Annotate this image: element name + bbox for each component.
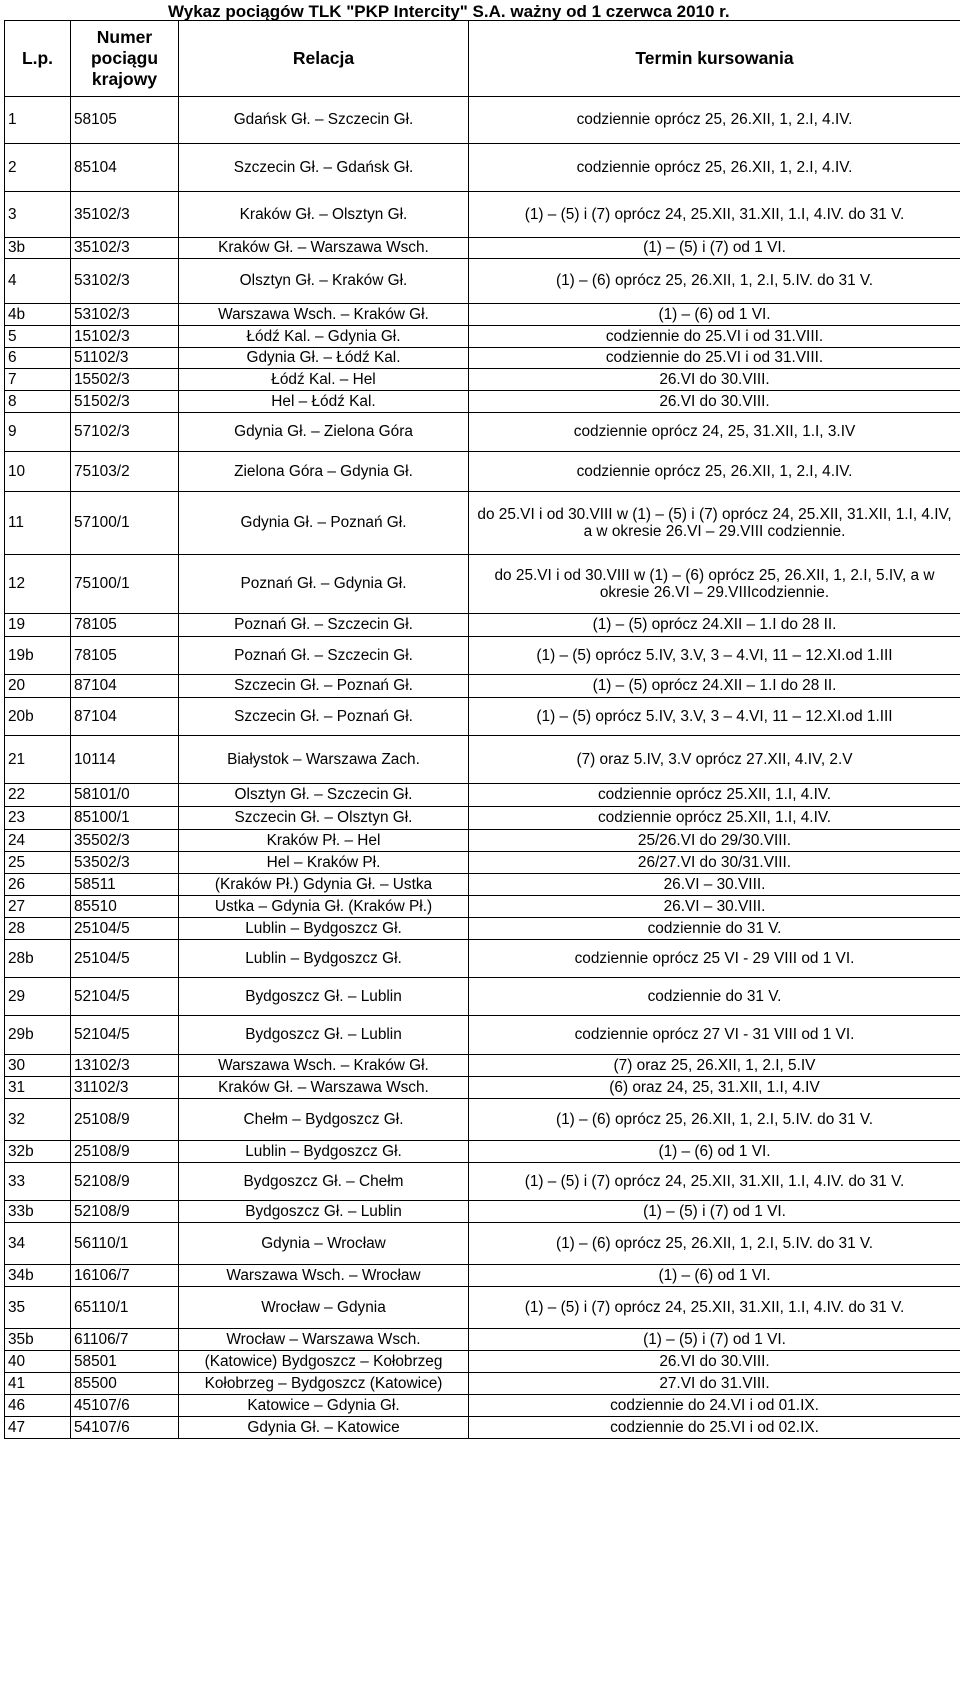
header-lp: L.p. xyxy=(5,21,71,97)
row-lp: 3b xyxy=(5,238,71,259)
row-route: Bydgoszcz Gł. – Lublin xyxy=(179,1016,469,1055)
row-schedule: codziennie oprócz 25, 26.XII, 1, 2.I, 4.IV. xyxy=(469,97,960,144)
row-route: Białystok – Warszawa Zach. xyxy=(179,736,469,784)
row-route: Hel – Łódź Kal. xyxy=(179,391,469,413)
row-lp: 1 xyxy=(5,97,71,144)
table-row xyxy=(5,1016,960,1055)
row-schedule: (1) – (5) i (7) od 1 VI. xyxy=(469,1201,960,1223)
row-lp: 40 xyxy=(5,1351,71,1373)
row-route: Wrocław – Gdynia xyxy=(179,1287,469,1329)
row-train-number: 35102/3 xyxy=(71,238,179,259)
row-lp: 3 xyxy=(5,192,71,238)
row-route: Ustka – Gdynia Gł. (Kraków Pł.) xyxy=(179,896,469,918)
table-row xyxy=(5,1417,960,1439)
row-route: Szczecin Gł. – Poznań Gł. xyxy=(179,698,469,736)
row-schedule: (1) – (6) od 1 VI. xyxy=(469,1265,960,1287)
row-route: Szczecin Gł. – Poznań Gł. xyxy=(179,675,469,698)
row-schedule: (1) – (5) i (7) od 1 VI. xyxy=(469,238,960,259)
table-row xyxy=(5,874,960,896)
table-row xyxy=(5,348,960,369)
row-train-number: 54107/6 xyxy=(71,1417,179,1439)
row-lp: 29b xyxy=(5,1016,71,1055)
row-lp: 4b xyxy=(5,304,71,326)
row-route: Katowice – Gdynia Gł. xyxy=(179,1395,469,1417)
table-row xyxy=(5,1099,960,1141)
row-lp: 7 xyxy=(5,369,71,391)
row-route: Gdynia Gł. – Poznań Gł. xyxy=(179,492,469,555)
table-row xyxy=(5,259,960,304)
table-row xyxy=(5,1223,960,1265)
row-route: Bydgoszcz Gł. – Lublin xyxy=(179,1201,469,1223)
row-lp: 8 xyxy=(5,391,71,413)
row-schedule: 25/26.VI do 29/30.VIII. xyxy=(469,830,960,852)
row-route: Zielona Góra – Gdynia Gł. xyxy=(179,452,469,492)
row-lp: 6 xyxy=(5,348,71,369)
row-schedule: (6) oraz 24, 25, 31.XII, 1.I, 4.IV xyxy=(469,1077,960,1099)
row-route: Lublin – Bydgoszcz Gł. xyxy=(179,940,469,978)
table-row xyxy=(5,637,960,675)
row-schedule: (1) – (5) oprócz 5.IV, 3.V, 3 – 4.VI, 11 – 12.XI.od 1.III xyxy=(469,698,960,736)
row-train-number: 51502/3 xyxy=(71,391,179,413)
row-train-number: 15102/3 xyxy=(71,326,179,348)
row-schedule: codziennie oprócz 25, 26.XII, 1, 2.I, 4.IV. xyxy=(469,144,960,192)
row-route: Gdynia Gł. – Zielona Góra xyxy=(179,413,469,452)
row-lp: 24 xyxy=(5,830,71,852)
row-lp: 29 xyxy=(5,978,71,1016)
table-row xyxy=(5,97,960,144)
row-route: Wrocław – Warszawa Wsch. xyxy=(179,1329,469,1351)
row-train-number: 87104 xyxy=(71,675,179,698)
row-train-number: 85500 xyxy=(71,1373,179,1395)
row-train-number: 25104/5 xyxy=(71,940,179,978)
row-train-number: 61106/7 xyxy=(71,1329,179,1351)
table-row xyxy=(5,784,960,807)
row-route: Poznań Gł. – Gdynia Gł. xyxy=(179,555,469,614)
row-schedule: (7) oraz 25, 26.XII, 1, 2.I, 5.IV xyxy=(469,1055,960,1077)
header-route: Relacja xyxy=(179,21,469,97)
table-row xyxy=(5,852,960,874)
row-lp: 47 xyxy=(5,1417,71,1439)
row-route: Bydgoszcz Gł. – Chełm xyxy=(179,1163,469,1201)
train-schedule-table xyxy=(4,20,960,1439)
row-lp: 10 xyxy=(5,452,71,492)
row-lp: 41 xyxy=(5,1373,71,1395)
row-lp: 34 xyxy=(5,1223,71,1265)
row-route: Chełm – Bydgoszcz Gł. xyxy=(179,1099,469,1141)
row-route: Bydgoszcz Gł. – Lublin xyxy=(179,978,469,1016)
table-row xyxy=(5,369,960,391)
table-body xyxy=(5,97,960,1439)
row-route: Gdynia Gł. – Łódź Kal. xyxy=(179,348,469,369)
row-schedule: 26.VI – 30.VIII. xyxy=(469,874,960,896)
document-title: Wykaz pociągów TLK "PKP Intercity" S.A. ważny od 1 czerwca 2010 r. xyxy=(168,2,730,21)
table-row xyxy=(5,736,960,784)
row-lp: 32 xyxy=(5,1099,71,1141)
row-route: Szczecin Gł. – Gdańsk Gł. xyxy=(179,144,469,192)
row-train-number: 52104/5 xyxy=(71,1016,179,1055)
row-lp: 30 xyxy=(5,1055,71,1077)
row-route: Gdańsk Gł. – Szczecin Gł. xyxy=(179,97,469,144)
row-schedule: codziennie oprócz 25 VI - 29 VIII od 1 VI. xyxy=(469,940,960,978)
row-schedule: 26.VI do 30.VIII. xyxy=(469,391,960,413)
row-lp: 19b xyxy=(5,637,71,675)
row-lp: 23 xyxy=(5,807,71,830)
row-train-number: 53102/3 xyxy=(71,259,179,304)
table-row xyxy=(5,675,960,698)
row-train-number: 31102/3 xyxy=(71,1077,179,1099)
table-row xyxy=(5,192,960,238)
row-schedule: (1) – (6) oprócz 25, 26.XII, 1, 2.I, 5.IV. do 31 V. xyxy=(469,259,960,304)
row-schedule: codziennie do 24.VI i od 01.IX. xyxy=(469,1395,960,1417)
row-schedule: do 25.VI i od 30.VIII w (1) – (6) oprócz 25, 26.XII, 1, 2.I, 5.IV, a w okresie 26.VI – 29.VIIIcodziennie. xyxy=(469,555,960,614)
table-row xyxy=(5,1395,960,1417)
row-train-number: 57102/3 xyxy=(71,413,179,452)
row-train-number: 85510 xyxy=(71,896,179,918)
header-train-number-line-2: pociągu xyxy=(90,48,159,68)
row-train-number: 16106/7 xyxy=(71,1265,179,1287)
row-lp: 4 xyxy=(5,259,71,304)
row-lp: 20 xyxy=(5,675,71,698)
table-row xyxy=(5,413,960,452)
row-route: Olsztyn Gł. – Kraków Gł. xyxy=(179,259,469,304)
row-train-number: 53502/3 xyxy=(71,852,179,874)
header-train-number xyxy=(71,21,179,97)
row-lp: 11 xyxy=(5,492,71,555)
table-row xyxy=(5,555,960,614)
row-train-number: 78105 xyxy=(71,637,179,675)
row-schedule: codziennie oprócz 27 VI - 31 VIII od 1 VI. xyxy=(469,1016,960,1055)
table-row xyxy=(5,807,960,830)
row-route: Łódź Kal. – Gdynia Gł. xyxy=(179,326,469,348)
row-train-number: 52104/5 xyxy=(71,978,179,1016)
row-schedule: (1) – (5) oprócz 24.XII – 1.I do 28 II. xyxy=(469,675,960,698)
table-row xyxy=(5,918,960,940)
row-train-number: 85104 xyxy=(71,144,179,192)
table-row xyxy=(5,492,960,555)
table-row xyxy=(5,1163,960,1201)
row-train-number: 65110/1 xyxy=(71,1287,179,1329)
table-row xyxy=(5,940,960,978)
table-row xyxy=(5,238,960,259)
row-train-number: 53102/3 xyxy=(71,304,179,326)
row-schedule: codziennie oprócz 25.XII, 1.I, 4.IV. xyxy=(469,807,960,830)
row-lp: 5 xyxy=(5,326,71,348)
table-row xyxy=(5,698,960,736)
row-route: Lublin – Bydgoszcz Gł. xyxy=(179,1141,469,1163)
header-train-number-line-1: Numer xyxy=(96,27,153,47)
row-schedule: do 25.VI i od 30.VIII w (1) – (5) i (7) oprócz 24, 25.XII, 31.XII, 1.I, 4.IV, a w okresie 26.VI – 29.VIII codziennie. xyxy=(469,492,960,555)
row-train-number: 15502/3 xyxy=(71,369,179,391)
row-lp: 22 xyxy=(5,784,71,807)
row-lp: 27 xyxy=(5,896,71,918)
row-train-number: 75103/2 xyxy=(71,452,179,492)
row-lp: 31 xyxy=(5,1077,71,1099)
row-route: Warszawa Wsch. – Kraków Gł. xyxy=(179,1055,469,1077)
row-schedule: codziennie oprócz 24, 25, 31.XII, 1.I, 3.IV xyxy=(469,413,960,452)
row-route: Kraków Gł. – Warszawa Wsch. xyxy=(179,238,469,259)
row-schedule: codziennie do 31 V. xyxy=(469,978,960,1016)
table-row xyxy=(5,830,960,852)
row-train-number: 13102/3 xyxy=(71,1055,179,1077)
row-train-number: 87104 xyxy=(71,698,179,736)
table-row xyxy=(5,1329,960,1351)
row-schedule: (1) – (5) oprócz 5.IV, 3.V, 3 – 4.VI, 11 – 12.XI.od 1.III xyxy=(469,637,960,675)
header-train-number-line-3: krajowy xyxy=(91,69,158,89)
table-row xyxy=(5,1077,960,1099)
row-lp: 28 xyxy=(5,918,71,940)
row-schedule: 26.VI – 30.VIII. xyxy=(469,896,960,918)
table-row xyxy=(5,144,960,192)
row-route: (Kraków Pł.) Gdynia Gł. – Ustka xyxy=(179,874,469,896)
row-route: Szczecin Gł. – Olsztyn Gł. xyxy=(179,807,469,830)
row-route: Warszawa Wsch. – Wrocław xyxy=(179,1265,469,1287)
row-train-number: 35102/3 xyxy=(71,192,179,238)
row-route: Kraków Pł. – Hel xyxy=(179,830,469,852)
table-row xyxy=(5,896,960,918)
row-lp: 33b xyxy=(5,1201,71,1223)
row-lp: 32b xyxy=(5,1141,71,1163)
row-train-number: 75100/1 xyxy=(71,555,179,614)
table-row xyxy=(5,391,960,413)
row-schedule: codziennie do 31 V. xyxy=(469,918,960,940)
row-train-number: 58501 xyxy=(71,1351,179,1373)
row-lp: 21 xyxy=(5,736,71,784)
row-schedule: (1) – (5) i (7) od 1 VI. xyxy=(469,1329,960,1351)
row-schedule: codziennie oprócz 25, 26.XII, 1, 2.I, 4.IV. xyxy=(469,452,960,492)
row-lp: 19 xyxy=(5,614,71,637)
row-route: Łódź Kal. – Hel xyxy=(179,369,469,391)
row-route: Olsztyn Gł. – Szczecin Gł. xyxy=(179,784,469,807)
row-train-number: 52108/9 xyxy=(71,1201,179,1223)
row-schedule: 26/27.VI do 30/31.VIII. xyxy=(469,852,960,874)
row-train-number: 58511 xyxy=(71,874,179,896)
table-row xyxy=(5,326,960,348)
table-row xyxy=(5,1201,960,1223)
row-train-number: 52108/9 xyxy=(71,1163,179,1201)
table-row xyxy=(5,1287,960,1329)
row-route: Gdynia – Wrocław xyxy=(179,1223,469,1265)
row-schedule: (1) – (5) i (7) oprócz 24, 25.XII, 31.XII, 1.I, 4.IV. do 31 V. xyxy=(469,1163,960,1201)
row-route: Warszawa Wsch. – Kraków Gł. xyxy=(179,304,469,326)
row-train-number: 25108/9 xyxy=(71,1099,179,1141)
row-lp: 26 xyxy=(5,874,71,896)
row-route: Kołobrzeg – Bydgoszcz (Katowice) xyxy=(179,1373,469,1395)
table-row xyxy=(5,1351,960,1373)
row-route: Poznań Gł. – Szczecin Gł. xyxy=(179,637,469,675)
row-schedule: (1) – (6) od 1 VI. xyxy=(469,304,960,326)
row-lp: 35 xyxy=(5,1287,71,1329)
row-lp: 25 xyxy=(5,852,71,874)
row-lp: 20b xyxy=(5,698,71,736)
table-row xyxy=(5,1373,960,1395)
row-schedule: codziennie do 25.VI i od 31.VIII. xyxy=(469,348,960,369)
row-schedule: codziennie do 25.VI i od 31.VIII. xyxy=(469,326,960,348)
row-lp: 33 xyxy=(5,1163,71,1201)
row-train-number: 78105 xyxy=(71,614,179,637)
row-train-number: 45107/6 xyxy=(71,1395,179,1417)
row-schedule: 26.VI do 30.VIII. xyxy=(469,1351,960,1373)
row-route: Kraków Gł. – Olsztyn Gł. xyxy=(179,192,469,238)
row-schedule: 27.VI do 31.VIII. xyxy=(469,1373,960,1395)
row-lp: 12 xyxy=(5,555,71,614)
row-route: Poznań Gł. – Szczecin Gł. xyxy=(179,614,469,637)
row-schedule: (1) – (5) oprócz 24.XII – 1.I do 28 II. xyxy=(469,614,960,637)
row-schedule: (1) – (5) i (7) oprócz 24, 25.XII, 31.XII, 1.I, 4.IV. do 31 V. xyxy=(469,1287,960,1329)
table-row xyxy=(5,978,960,1016)
row-train-number: 58105 xyxy=(71,97,179,144)
row-train-number: 51102/3 xyxy=(71,348,179,369)
row-train-number: 57100/1 xyxy=(71,492,179,555)
row-lp: 34b xyxy=(5,1265,71,1287)
table-row xyxy=(5,614,960,637)
row-lp: 2 xyxy=(5,144,71,192)
row-schedule: (7) oraz 5.IV, 3.V oprócz 27.XII, 4.IV, 2.V xyxy=(469,736,960,784)
row-schedule: codziennie do 25.VI i od 02.IX. xyxy=(469,1417,960,1439)
header-row xyxy=(5,21,960,97)
row-train-number: 58101/0 xyxy=(71,784,179,807)
row-lp: 46 xyxy=(5,1395,71,1417)
row-schedule: codziennie oprócz 25.XII, 1.I, 4.IV. xyxy=(469,784,960,807)
row-schedule: (1) – (6) oprócz 25, 26.XII, 1, 2.I, 5.IV. do 31 V. xyxy=(469,1223,960,1265)
row-schedule: 26.VI do 30.VIII. xyxy=(469,369,960,391)
row-lp: 28b xyxy=(5,940,71,978)
table-row xyxy=(5,304,960,326)
row-route: Kraków Gł. – Warszawa Wsch. xyxy=(179,1077,469,1099)
row-schedule: (1) – (5) i (7) oprócz 24, 25.XII, 31.XII, 1.I, 4.IV. do 31 V. xyxy=(469,192,960,238)
row-route: Hel – Kraków Pł. xyxy=(179,852,469,874)
row-train-number: 25104/5 xyxy=(71,918,179,940)
row-route: (Katowice) Bydgoszcz – Kołobrzeg xyxy=(179,1351,469,1373)
table-row xyxy=(5,1141,960,1163)
row-route: Lublin – Bydgoszcz Gł. xyxy=(179,918,469,940)
row-train-number: 85100/1 xyxy=(71,807,179,830)
table-row xyxy=(5,1265,960,1287)
row-schedule: (1) – (6) oprócz 25, 26.XII, 1, 2.I, 5.IV. do 31 V. xyxy=(469,1099,960,1141)
row-train-number: 35502/3 xyxy=(71,830,179,852)
row-train-number: 10114 xyxy=(71,736,179,784)
row-lp: 35b xyxy=(5,1329,71,1351)
row-schedule: (1) – (6) od 1 VI. xyxy=(469,1141,960,1163)
header-schedule: Termin kursowania xyxy=(469,21,960,97)
row-train-number: 56110/1 xyxy=(71,1223,179,1265)
table-row xyxy=(5,452,960,492)
row-train-number: 25108/9 xyxy=(71,1141,179,1163)
row-route: Gdynia Gł. – Katowice xyxy=(179,1417,469,1439)
table-row xyxy=(5,1055,960,1077)
row-lp: 9 xyxy=(5,413,71,452)
